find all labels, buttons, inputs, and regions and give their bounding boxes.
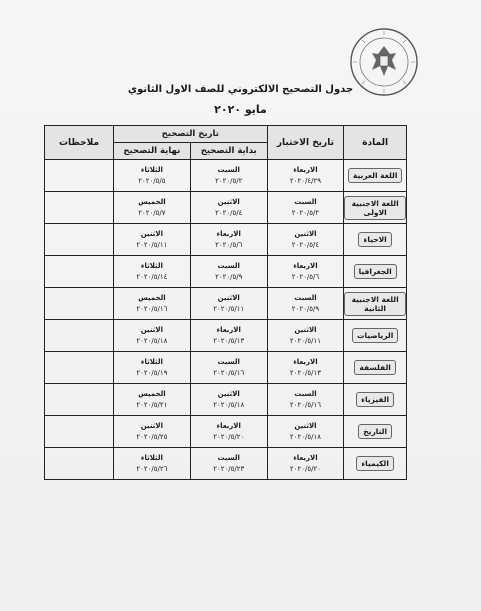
notes-cell bbox=[45, 160, 114, 192]
date-value: ٢٠٢٠/٥/١٦ bbox=[289, 400, 321, 409]
date-value: ٢٠٢٠/٥/٢٣ bbox=[213, 464, 245, 473]
date-value: ٢٠٢٠/٥/٦ bbox=[215, 240, 243, 249]
date-value: ٢٠٢٠/٥/٢ bbox=[215, 176, 243, 185]
table-row bbox=[45, 192, 407, 224]
grading-end-cell bbox=[113, 352, 190, 384]
notes-cell bbox=[45, 192, 114, 224]
weekday-label: الاثنين bbox=[217, 389, 240, 398]
header-notes: ملاحظات bbox=[45, 126, 114, 160]
header-grading-date: تاريخ التصحيح bbox=[113, 126, 267, 143]
date-value: ٢٠٢٠/٥/١٤ bbox=[136, 272, 168, 281]
grading-start-cell bbox=[190, 192, 267, 224]
weekday-label: الاثنين bbox=[294, 325, 317, 334]
subject-label: الرياضيات bbox=[352, 328, 398, 343]
subject-label: التاريخ bbox=[358, 424, 392, 439]
subject-cell bbox=[344, 224, 407, 256]
notes-cell bbox=[45, 224, 114, 256]
weekday-label: الخميس bbox=[138, 389, 166, 398]
date-value: ٢٠٢٠/٥/٢٥ bbox=[136, 432, 168, 441]
weekday-label: السبت bbox=[217, 261, 240, 270]
table-row bbox=[45, 416, 407, 448]
weekday-label: الاربعاء bbox=[293, 453, 318, 462]
weekday-label: الاثنين bbox=[140, 229, 164, 238]
date-value: ٢٠٢٠/٥/١١ bbox=[289, 336, 321, 345]
weekday-label: الاثنين bbox=[140, 421, 164, 430]
weekday-label: الثلاثاء bbox=[140, 453, 163, 462]
exam-date-cell bbox=[267, 288, 344, 320]
weekday-label: الاثنين bbox=[217, 197, 240, 206]
notes-cell bbox=[45, 416, 114, 448]
subject-label: الجغرافيا bbox=[354, 264, 397, 279]
date-value: ٢٠٢٠/٥/١٨ bbox=[289, 432, 321, 441]
weekday-label: السبت bbox=[217, 453, 240, 462]
grading-start-cell bbox=[190, 320, 267, 352]
notes-cell bbox=[45, 352, 114, 384]
grading-start-cell bbox=[190, 352, 267, 384]
grading-end-cell bbox=[113, 416, 190, 448]
exam-date-cell bbox=[267, 384, 344, 416]
grading-end-cell bbox=[113, 192, 190, 224]
weekday-label: الاثنين bbox=[217, 293, 240, 302]
subject-cell bbox=[344, 160, 407, 192]
date-value: ٢٠٢٠/٥/١٦ bbox=[136, 304, 168, 313]
weekday-label: السبت bbox=[217, 165, 240, 174]
header-subject: المادة bbox=[344, 126, 407, 160]
subject-cell bbox=[344, 192, 407, 224]
table-body bbox=[45, 160, 407, 480]
weekday-label: الخميس bbox=[138, 197, 166, 206]
subject-label: الكيمياء bbox=[356, 456, 394, 471]
grading-end-cell bbox=[113, 256, 190, 288]
date-value: ٢٠٢٠/٥/٧ bbox=[138, 208, 166, 217]
notes-cell bbox=[45, 288, 114, 320]
grading-start-cell bbox=[190, 256, 267, 288]
exam-date-cell bbox=[267, 416, 344, 448]
table-row bbox=[45, 352, 407, 384]
weekday-label: الاربعاء bbox=[293, 357, 318, 366]
exam-date-cell bbox=[267, 352, 344, 384]
grading-start-cell bbox=[190, 416, 267, 448]
exam-date-cell bbox=[267, 320, 344, 352]
header-grading-start: بداية التصحيح bbox=[190, 143, 267, 160]
weekday-label: الثلاثاء bbox=[140, 357, 163, 366]
exam-date-cell bbox=[267, 224, 344, 256]
weekday-label: الاثنين bbox=[294, 229, 317, 238]
date-value: ٢٠٢٠/٥/٦ bbox=[291, 272, 320, 281]
subject-cell bbox=[344, 384, 407, 416]
exam-date-cell bbox=[267, 160, 344, 192]
date-value: ٢٠٢٠/٤/٢٩ bbox=[289, 176, 321, 185]
page-title: جدول التصحيح الالكتروني للصف الاول الثانوي bbox=[127, 84, 354, 95]
subject-label: اللغة الاجنبية الثانية bbox=[344, 292, 406, 316]
subject-label: الفلسفة bbox=[354, 360, 395, 375]
table-row bbox=[45, 384, 407, 416]
subject-cell bbox=[344, 416, 407, 448]
notes-cell bbox=[45, 256, 114, 288]
date-value: ٢٠٢٠/٥/١٣ bbox=[213, 336, 245, 345]
page-subtitle: مايو ٢٠٢٠ bbox=[214, 103, 267, 116]
weekday-label: الاربعاء bbox=[216, 325, 241, 334]
subject-cell bbox=[344, 320, 407, 352]
grading-start-cell bbox=[190, 288, 267, 320]
subject-label: الفيزياء bbox=[356, 392, 394, 407]
grading-end-cell bbox=[113, 160, 190, 192]
date-value: ٢٠٢٠/٥/١١ bbox=[213, 304, 245, 313]
grading-end-cell bbox=[113, 384, 190, 416]
table-row bbox=[45, 224, 407, 256]
subject-label: اللغة الاجنبية الاولى bbox=[344, 196, 406, 220]
grading-start-cell bbox=[190, 160, 267, 192]
grading-end-cell bbox=[113, 448, 190, 480]
date-value: ٢٠٢٠/٥/٤ bbox=[291, 240, 320, 249]
grading-end-cell bbox=[113, 224, 190, 256]
notes-cell bbox=[45, 320, 114, 352]
table-row bbox=[45, 256, 407, 288]
weekday-label: الاربعاء bbox=[293, 165, 318, 174]
header-exam-date: تاريخ الاختبار bbox=[267, 126, 344, 160]
table-row bbox=[45, 160, 407, 192]
date-value: ٢٠٢٠/٥/٢١ bbox=[136, 400, 168, 409]
weekday-label: الاربعاء bbox=[293, 261, 318, 270]
grading-end-cell bbox=[113, 288, 190, 320]
exam-date-cell bbox=[267, 192, 344, 224]
weekday-label: الاربعاء bbox=[216, 421, 241, 430]
date-value: ٢٠٢٠/٥/١٩ bbox=[136, 368, 168, 377]
notes-cell bbox=[45, 448, 114, 480]
weekday-label: الثلاثاء bbox=[140, 165, 163, 174]
weekday-label: السبت bbox=[294, 197, 317, 206]
date-value: ٢٠٢٠/٥/٢٠ bbox=[289, 464, 321, 473]
table-row bbox=[45, 448, 407, 480]
weekday-label: الاربعاء bbox=[216, 229, 241, 238]
subject-label: اللغة العربية bbox=[348, 168, 403, 183]
date-value: ٢٠٢٠/٥/١١ bbox=[136, 240, 168, 249]
weekday-label: السبت bbox=[294, 293, 317, 302]
date-value: ٢٠٢٠/٥/٥ bbox=[138, 176, 166, 185]
date-value: ٢٠٢٠/٥/٢ bbox=[291, 208, 320, 217]
grading-start-cell bbox=[190, 384, 267, 416]
subject-cell bbox=[344, 256, 407, 288]
weekday-label: الاثنين bbox=[294, 421, 317, 430]
header-grading-end: نهاية التصحيح bbox=[113, 143, 190, 160]
date-value: ٢٠٢٠/٥/٢٦ bbox=[136, 464, 168, 473]
grading-start-cell bbox=[190, 224, 267, 256]
date-value: ٢٠٢٠/٥/١٦ bbox=[213, 368, 245, 377]
exam-date-cell bbox=[267, 256, 344, 288]
date-value: ٢٠٢٠/٥/١٨ bbox=[136, 336, 168, 345]
table-row bbox=[45, 320, 407, 352]
weekday-label: الاثنين bbox=[140, 325, 164, 334]
date-value: ٢٠٢٠/٥/١٨ bbox=[213, 400, 245, 409]
date-value: ٢٠٢٠/٥/٩ bbox=[291, 304, 320, 313]
subject-label: الاحياء bbox=[358, 232, 391, 247]
exam-date-cell bbox=[267, 448, 344, 480]
grading-schedule-table bbox=[44, 125, 407, 480]
date-value: ٢٠٢٠/٥/٢٠ bbox=[213, 432, 245, 441]
date-value: ٢٠٢٠/٥/٤ bbox=[215, 208, 243, 217]
grading-start-cell bbox=[190, 448, 267, 480]
date-value: ٢٠٢٠/٥/١٣ bbox=[289, 368, 321, 377]
weekday-label: السبت bbox=[294, 389, 317, 398]
notes-cell bbox=[45, 384, 114, 416]
weekday-label: السبت bbox=[217, 357, 240, 366]
grading-end-cell bbox=[113, 320, 190, 352]
date-value: ٢٠٢٠/٥/٩ bbox=[215, 272, 243, 281]
subject-cell bbox=[344, 448, 407, 480]
table-row bbox=[45, 288, 407, 320]
weekday-label: الثلاثاء bbox=[140, 261, 163, 270]
subject-cell bbox=[344, 288, 407, 320]
weekday-label: الخميس bbox=[138, 293, 166, 302]
subject-cell bbox=[344, 352, 407, 384]
